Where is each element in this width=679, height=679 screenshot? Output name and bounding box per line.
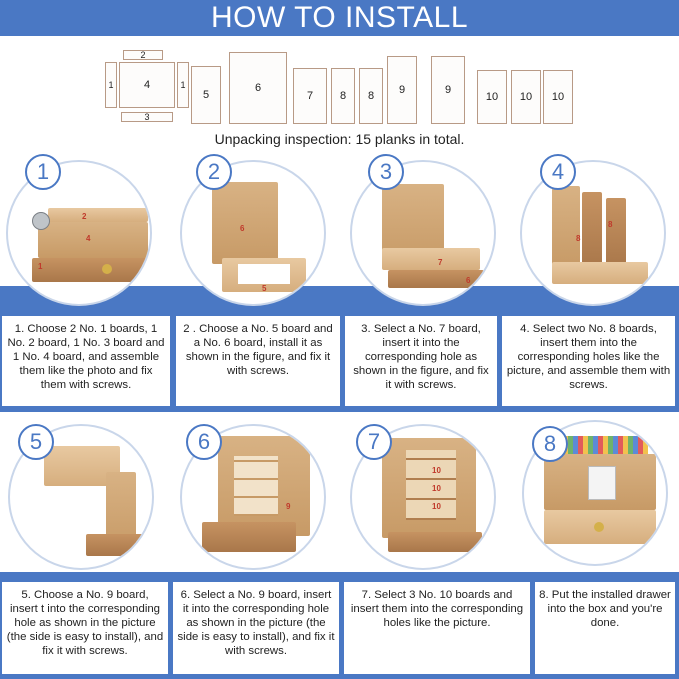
frame-hole [238, 264, 290, 284]
grid-cells [234, 456, 278, 516]
step-description: 1. Choose 2 No. 1 boards, 1 No. 2 board, 1 No. 3 board and 1 No. 4 board, and assemble them like the photo and fix them with screws. [7, 323, 165, 391]
step-number-4: 4 [540, 154, 576, 190]
grid-cells [406, 450, 456, 520]
shelf-board [552, 262, 648, 284]
label: 5 [262, 284, 267, 293]
plank-label: 8 [367, 90, 375, 102]
base-board [86, 534, 144, 556]
plank-9-a [387, 56, 417, 124]
step-description: 4. Select two No. 8 boards, insert them into the corresponding holes like the picture, and assemble them with screws. [506, 323, 671, 391]
step-3-text [345, 316, 497, 406]
plank-6 [229, 52, 287, 124]
back-board [212, 182, 278, 264]
plank-label: 4 [143, 79, 151, 91]
step-2-text [176, 316, 340, 406]
plank-1-right [177, 62, 189, 108]
step-description: 5. Choose a No. 9 board, insert t into the corresponding hole as shown in the picture (the side is easy to install), and fix it with screws. [6, 589, 164, 657]
divider-a [582, 192, 602, 268]
step-number-2: 2 [196, 154, 232, 190]
plank-label: 1 [180, 80, 186, 90]
label: 4 [86, 234, 91, 243]
label: 8 [576, 234, 581, 243]
step-5-text [2, 582, 168, 674]
plank-label: 10 [519, 91, 533, 103]
bottles [588, 466, 616, 500]
label: 8 [608, 220, 613, 229]
drawer-bottom [38, 222, 148, 258]
page-title: HOW TO INSTALL [0, 0, 679, 36]
plank-label: 1 [108, 80, 114, 90]
plank-7 [293, 68, 327, 124]
label: 10 [432, 502, 441, 511]
plank-label: 9 [444, 84, 452, 96]
screw-icon [32, 212, 50, 230]
plank-5 [191, 66, 221, 124]
knob-icon [594, 522, 604, 532]
plank-10-a [477, 70, 507, 124]
step-description: 8. Put the installed drawer into the box and you're done. [539, 589, 671, 629]
plank-label: 6 [254, 82, 262, 94]
step-7-text [344, 582, 530, 674]
shelf-board [382, 248, 480, 270]
plank-3 [121, 112, 173, 122]
plank-label: 10 [485, 91, 499, 103]
step-description: 3. Select a No. 7 board, insert it into the corresponding hole as shown in the figure, and fix it with screws. [353, 323, 489, 391]
plank-9-b [431, 56, 465, 124]
plank-label: 8 [339, 90, 347, 102]
drawer-front [32, 258, 152, 282]
step-number-5: 5 [18, 424, 54, 460]
step-number-8: 8 [532, 426, 568, 462]
plank-10-c [543, 70, 573, 124]
step-1-text [2, 316, 170, 406]
plank-10-b [511, 70, 541, 124]
plank-4 [119, 62, 175, 108]
label: 2 [82, 212, 87, 221]
plank-label: 5 [202, 89, 210, 101]
drawer-back [48, 208, 148, 222]
step-4-illustration [520, 160, 666, 306]
step-8-text [535, 582, 675, 674]
divider-b [606, 198, 626, 268]
step-number-6: 6 [186, 424, 222, 460]
step-description: 2 . Choose a No. 5 board and a No. 6 board, install it as shown in the figure, and fix it with screws. [183, 323, 333, 377]
plank-2 [123, 50, 163, 60]
knob-icon [102, 264, 112, 274]
planks-diagram [105, 46, 575, 128]
label: 7 [438, 258, 443, 267]
step-6-text [173, 582, 339, 674]
unpacking-note: Unpacking inspection: 15 planks in total. [214, 131, 465, 147]
label: 10 [432, 484, 441, 493]
label: 1 [38, 262, 43, 271]
step-number-3: 3 [368, 154, 404, 190]
plank-label: 10 [551, 91, 565, 103]
step-number-7: 7 [356, 424, 392, 460]
plank-label: 7 [306, 90, 314, 102]
plank-label: 2 [140, 50, 146, 60]
step-4-text [502, 316, 675, 406]
step-description: 6. Select a No. 9 board, insert it into the corresponding hole as shown in the picture (the side is easy to install), and fix it with screws. [177, 589, 335, 657]
drawer-frame [202, 522, 296, 552]
label: 6 [466, 276, 471, 285]
plank-8-b [359, 68, 383, 124]
plank-label: 9 [398, 84, 406, 96]
plank-8-a [331, 68, 355, 124]
label: 10 [432, 466, 441, 475]
label: 9 [286, 502, 291, 511]
pencils [558, 436, 648, 454]
drawer-frame [388, 532, 482, 552]
back-board [552, 186, 580, 268]
step-number-1: 1 [25, 154, 61, 190]
step-description: 7. Select 3 No. 10 boards and insert them into the corresponding holes like the picture. [350, 589, 524, 629]
plank-1-left [105, 62, 117, 108]
label: 6 [240, 224, 245, 233]
plank-label: 3 [144, 112, 150, 122]
